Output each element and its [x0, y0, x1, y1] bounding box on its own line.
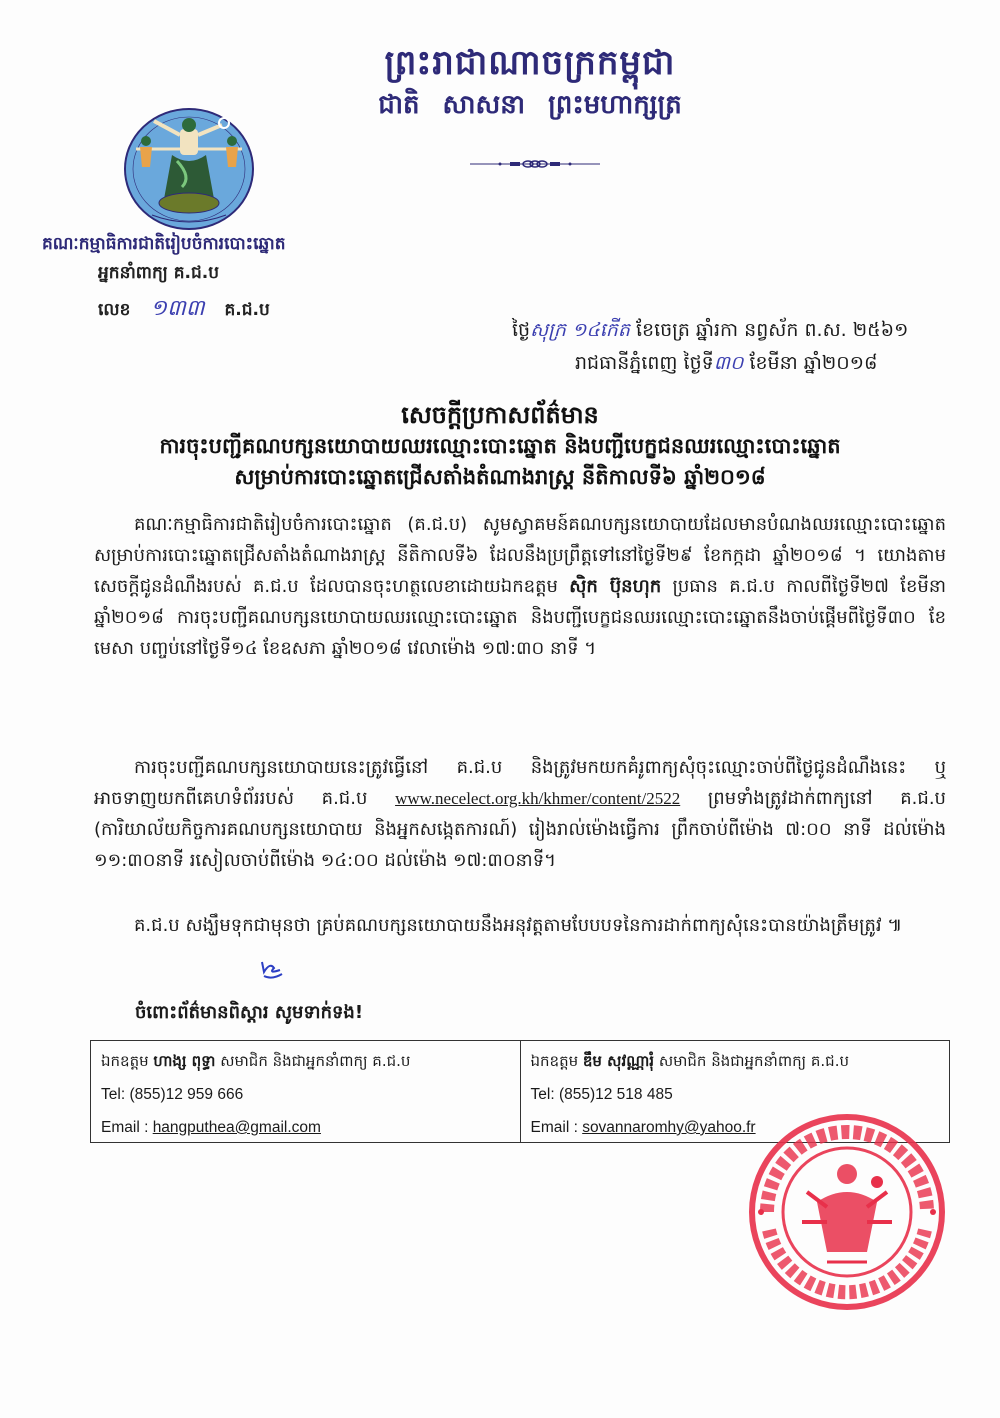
paragraph-3 [94, 910, 946, 941]
solar-prefix: រាជធានីភ្នំពេញ ថ្ងៃទី [575, 352, 714, 374]
spokesperson-label: អ្នកនាំពាក្យ គ.ជ.ប [98, 263, 220, 283]
lunar-handwritten: សុក្រ ១៤កើត [530, 319, 630, 341]
lunar-prefix: ថ្ងៃ [512, 319, 531, 341]
paragraph-3-text: គ.ជ.ប សង្ឃឹមទុកជាមុនថា គ្រប់គណបក្សនយោបាយនឹងអនុវត្តតាមបែបបទនៃការដាក់ពាក្យសុំនេះបានយ៉ាងត្រឹមត្រូវ ៕ [134, 915, 903, 936]
contact-email [101, 1111, 510, 1144]
solar-day-handwritten: ៣០ [713, 352, 744, 374]
contact-title: ឯកឧត្តម [530, 1052, 579, 1070]
organization-name: គណៈកម្មាធិការជាតិរៀបចំការបោះឆ្នោត [42, 234, 286, 254]
contact-cell-1 [91, 1041, 520, 1142]
solar-rest: ខែមីនា ឆ្នាំ២០១៨ [749, 352, 878, 374]
contact-title: ឯកឧត្តម [101, 1052, 149, 1070]
tel-value: (855)12 959 666 [129, 1086, 244, 1103]
ref-label: លេខ [98, 300, 131, 320]
contact-tel [531, 1078, 940, 1111]
email-label: Email : [530, 1119, 578, 1136]
paragraph-2-part-a: ការចុះបញ្ជីគណបក្សនយោបាយនេះត្រូវធ្វើនៅ គ.ជ.ប និងត្រូវមកយកគំរូពាក្យសុំចុះឈ្មោះចាប់ពីថ្ងៃជូនដំណឹងនេះ ឬអាចទាញយកពីគេហទំព័ររបស់ គ.ជ.ប [94, 757, 946, 809]
contact-role: សមាជិក និងជាអ្នកនាំពាក្យ គ.ជ.ប [220, 1052, 411, 1070]
lunar-date [512, 318, 908, 346]
lunar-rest: ខែចេត្រ ឆ្នាំរកា នព្វស័ក ព.ស. ២៥៦១ [635, 319, 909, 341]
official-seal-stamp-icon [747, 1112, 947, 1312]
document-title: សេចក្តីប្រកាសព័ត៌មាន [401, 401, 599, 429]
paragraph-1-part-b: ប្រធាន គ.ជ.ប កាលពីថ្ងៃទី២៧ ខែមីនា ឆ្នាំ២០១៨ ការចុះបញ្ជីគណបក្សនយោបាយឈរឈ្មោះបោះឆ្នោត និងបញ្ជីបេក្ខជនឈរឈ្មោះបោះឆ្នោតនឹងចាប់ផ្តើមពីថ្ងៃទី៣០ ខែមេសា បញ្ចប់នៅថ្ងៃទី១៤ ខែឧសភា ឆ្នាំ២០១៨ វេលាម៉ោង ១៧:៣០ នាទី ។ [94, 576, 946, 659]
kingdom-header [340, 40, 720, 124]
kingdom-title: ព្រះរាជាណាចក្រកម្ពុជា [384, 43, 676, 83]
contact-heading [101, 1045, 510, 1078]
tel-value: (855)12 518 485 [558, 1086, 673, 1103]
reference-number [98, 294, 270, 326]
ornamental-divider-icon [470, 160, 600, 168]
paragraph-2 [94, 752, 946, 876]
contact-name: ហាង្ស ពុទ្ធា [153, 1052, 216, 1070]
document-subtitle-2: សម្រាប់ការបោះឆ្នោតជ្រើសតាំងតំណាងរាស្ត្រ នីតិកាលទី៦ ឆ្នាំ២០១៨ [234, 465, 766, 489]
closing-line: ចំពោះព័ត៌មានពិស្តារ សូមទាក់ទង! [135, 1002, 364, 1023]
paragraph-1 [94, 509, 946, 664]
document-subtitle-1: ការចុះបញ្ជីគណបក្សនយោបាយឈរឈ្មោះបោះឆ្នោត និងបញ្ជីបេក្ខជនឈរឈ្មោះបោះឆ្នោត [159, 434, 841, 458]
chairman-name: ស៊ិក ប៊ុនហុក [569, 576, 662, 597]
email-label: Email : [101, 1119, 149, 1136]
nec-emblem-icon [122, 107, 256, 231]
tel-label: Tel: [530, 1086, 555, 1103]
national-motto: ជាតិ សាសនា ព្រះមហាក្សត្រ [378, 90, 682, 120]
email-link[interactable]: hangputhea@gmail.com [152, 1119, 321, 1136]
contact-role: សមាជិក និងជាអ្នកនាំពាក្យ គ.ជ.ប [658, 1052, 849, 1070]
ref-suffix: គ.ជ.ប [224, 300, 270, 320]
initial-signature-icon [258, 958, 286, 980]
paragraph-1-part-a: គណៈកម្មាធិការជាតិរៀបចំការបោះឆ្នោត (គ.ជ.ប) សូមស្វាគមន៍គណបក្សនយោបាយដែលមានបំណងឈរឈ្មោះបោះឆ្នោត សម្រាប់ការបោះឆ្នោតជ្រើសតាំងតំណាងរាស្ត្រ នីតិកាលទី៦ ដែលនឹងប្រព្រឹត្តទៅនៅថ្ងៃទី២៩ ខែកក្កដា ឆ្នាំ២០១៨ ។ យោងតាមសេចក្តីជូនដំណឹងរបស់ គ.ជ.ប ដែលបានចុះហត្ថលេខាដោយឯកឧត្តម [94, 514, 946, 597]
ref-number-handwritten: ១៣៣ [150, 296, 205, 321]
nec-website-link[interactable]: www.necelect.org.kh/khmer/content/2522 [395, 789, 681, 808]
solar-date [575, 351, 878, 379]
contact-name: ឌឹម សុវណ្ណារុំ [582, 1052, 655, 1070]
tel-label: Tel: [101, 1086, 126, 1103]
paragraph-2-part-b: ព្រមទាំងត្រូវដាក់ពាក្យនៅ គ.ជ.ប (ការិយាល័យកិច្ចការគណបក្សនយោបាយ និងអ្នកសង្កេតការណ៍) រៀងរាល់ម៉ោងធ្វើការ ព្រឹកចាប់ពីម៉ោង ៧:០០ នាទី ដល់ម៉ោង ១១:៣០នាទី រសៀលចាប់ពីម៉ោង ១៤:០០ ដល់ម៉ោង ១៧:៣០នាទី។ [94, 788, 946, 871]
email-link[interactable]: sovannaromhy@yahoo.fr [582, 1119, 756, 1136]
contact-tel [101, 1078, 510, 1111]
contact-heading [531, 1045, 940, 1078]
